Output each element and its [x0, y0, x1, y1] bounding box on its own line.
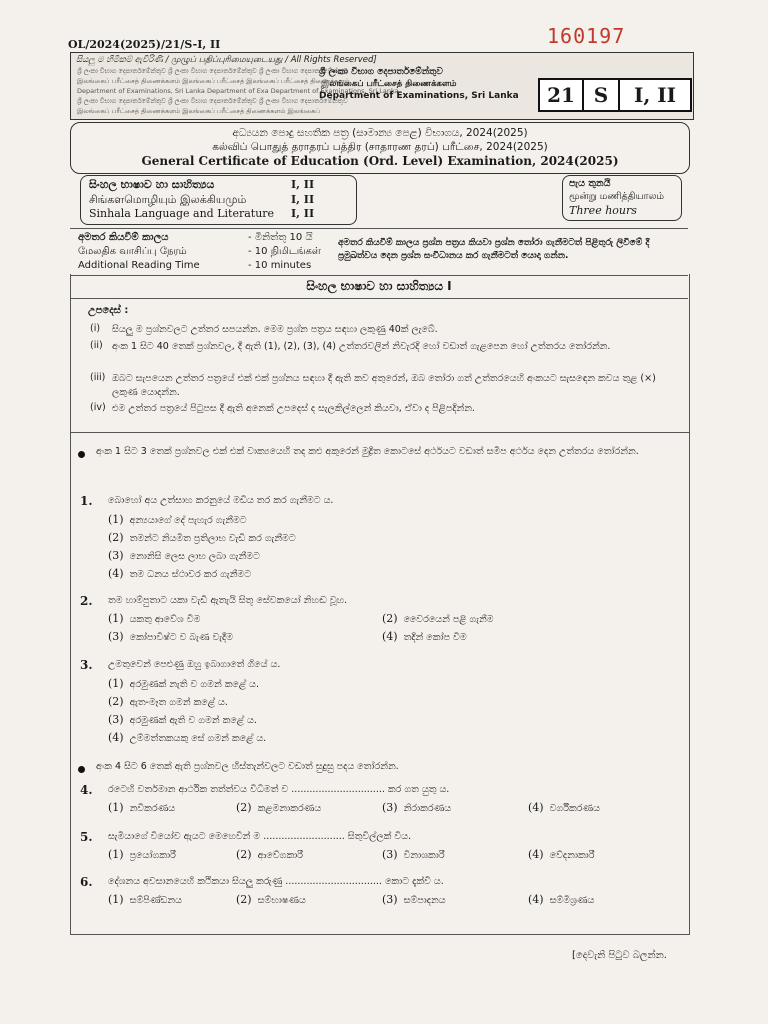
answer-option[interactable] — [108, 513, 247, 526]
instruction-text: එම උත්තර පත්‍රයේ පිටුපස දී ඇති අනෙක් උපදෙස් ද සැලකිල්ලෙන් කියවා, ඒවා ද පිළිපදින්න. — [112, 403, 475, 414]
instruction-item — [90, 372, 656, 398]
answer-option[interactable] — [108, 695, 228, 708]
question-text: රටෙහි වර්තමාන ආර්ථික තත්ත්වය විධිමත් ව ............................... කර ගත යුතු ය. — [108, 784, 450, 795]
answer-option[interactable] — [108, 848, 176, 861]
answer-option[interactable] — [382, 893, 446, 906]
option-text: නොනිසි ලෙස ලාභ ලබා ගැනීමට — [129, 551, 260, 562]
subject-part: I, II — [291, 207, 315, 220]
paper-code-subject: 21 — [540, 80, 584, 110]
option-text: යකතු ආවේශ වීම — [129, 614, 201, 625]
option-text: අරමුණක් ඇති ව ගමන් කළේ ය. — [129, 715, 257, 726]
option-number: (2) — [236, 801, 252, 814]
reading-time-value: - 10 நிமிடங்கள் — [248, 246, 321, 257]
option-number: (4) — [528, 801, 544, 814]
department-name-tamil: இலங்கைப் பரீட்சைத் திணைக்களம் — [321, 79, 457, 89]
instruction-number: (ii) — [90, 340, 103, 351]
answer-option[interactable] — [236, 893, 306, 906]
option-text: වර්ගීකරණය — [549, 803, 600, 814]
duration-sinhala: පැය තුනයි — [569, 178, 611, 189]
option-text: අරමුණක් නැති ව ගමන් කළේ ය. — [129, 679, 260, 690]
next-page-note: [දෙවැනි පිටුව බලන්න. — [572, 950, 667, 961]
instruction-item — [90, 402, 475, 414]
option-number: (4) — [108, 567, 124, 580]
instruction-number: (iv) — [90, 402, 106, 413]
reading-time-note: අමතර කියවීම් කාලය ප්‍රශ්න පත්‍රය කියවා ප්‍රශ්න තෝරා ගැනීමටත් පිළිතුරු ලිවීමේ දී ප්‍රමුඛත්වය දෙන ප්‍රශ්න සංවිධානය කර ගැනීමටත් යොදා ගන්න. — [338, 238, 650, 261]
answer-option[interactable] — [382, 630, 467, 643]
group-instruction: අංක 1 සිට 3 තෙක් ප්‍රශ්නවල එක් එක් වාක්‍යයෙහි තද කළු අකුරෙන් මුද්‍රිත කොටසේ අර්ථයට වඩාත් සමීප අර්ථය දෙන උත්තරය තෝරන්න. — [96, 446, 639, 457]
department-name-sinhala: ශ්‍රී ලංකා විභාග දෙපාර්තමේන්තුව — [319, 67, 443, 77]
subject-part: I, II — [291, 178, 315, 191]
option-number: (4) — [382, 630, 398, 643]
option-text: ආවේගකාරී — [257, 850, 304, 861]
question-number: 2. — [80, 594, 93, 608]
watermark-line: ශ්‍රී ලංකා විභාග දෙපාර්තමේන්තුව ශ්‍රී ලංකා විභාග දෙපාර්තමේන්තුව ශ්‍රී ලංකා විභාග දෙපාර්තමේන්තුව — [77, 97, 348, 105]
answer-option[interactable] — [528, 893, 594, 906]
question-text: සැමියාගේ වියෝව ඇයට මෙහෙවින් ම ........................... සිතුවිල්ලක් විය. — [108, 831, 412, 842]
option-text: තම ධනය ස්ථාවර කර ගැනීමට — [129, 569, 252, 580]
bullet-icon — [78, 766, 85, 773]
option-number: (1) — [108, 893, 124, 906]
bullet-icon — [78, 451, 85, 458]
answer-option[interactable] — [382, 801, 451, 814]
option-number: (3) — [108, 549, 124, 562]
subject-name-english: Sinhala Language and Literature — [89, 207, 275, 220]
option-number: (1) — [108, 677, 124, 690]
question-number: 4. — [80, 783, 93, 797]
option-number: (4) — [528, 893, 544, 906]
answer-option[interactable] — [108, 567, 251, 580]
answer-option[interactable] — [108, 893, 182, 906]
group-instruction: අංක 4 සිට 6 තෙක් ඇති ප්‍රශ්නවල හිස්තැන්වලට වඩාත් සුදුසු පදය තෝරන්න. — [96, 761, 399, 772]
option-number: (3) — [108, 713, 124, 726]
paper-code-box — [538, 78, 692, 112]
option-text: සම්පාදනය — [403, 895, 446, 906]
department-name-english: Department of Examinations, Sri Lanka — [319, 91, 519, 101]
reading-time-label: අමතර කියවීම් කාලය — [78, 232, 169, 243]
answer-option[interactable] — [108, 801, 175, 814]
option-text: සම්පිණ්ඩනය — [129, 895, 182, 906]
reading-time-box — [70, 228, 688, 276]
answer-option[interactable] — [108, 630, 233, 643]
option-text: තදින් කෝප වීම — [403, 632, 467, 643]
option-text: අන්‍යයාගේ දේ පැහැර ගැනීමට — [129, 515, 247, 526]
option-number: (2) — [108, 531, 124, 544]
answer-option[interactable] — [528, 848, 595, 861]
option-number: (2) — [108, 695, 124, 708]
exam-title-box — [70, 122, 690, 174]
option-number: (1) — [108, 848, 124, 861]
answer-option[interactable] — [236, 848, 303, 861]
instruction-number: (i) — [90, 323, 101, 334]
exam-title-sinhala: අධ්‍යයන පොදු සහතික පත්‍ර (සාමාන්‍ය පෙළ) විභාගය, 2024(2025) — [232, 127, 528, 139]
question-text: බොහෝ අය උත්සාහ කරනුයේ මඩිය තර කර ගැනීමට ය. — [108, 495, 334, 506]
option-text: වෛරයෙන් පළි ගැනීම — [403, 614, 494, 625]
instruction-number: (iii) — [90, 372, 106, 383]
answer-option[interactable] — [108, 713, 257, 726]
option-number: (3) — [382, 893, 398, 906]
reading-time-value: - 10 minutes — [248, 260, 312, 271]
option-text: නිරාකරණය — [403, 803, 452, 814]
option-text: උම්මත්තකයකු සේ ගමන් කළේ ය. — [129, 733, 267, 744]
option-text: නවීකරණය — [129, 803, 176, 814]
answer-option[interactable] — [108, 549, 260, 562]
question-number: 1. — [80, 494, 93, 508]
answer-option[interactable] — [382, 848, 445, 861]
answer-option[interactable] — [108, 731, 266, 744]
reading-time-value: - මිනිත්තු 10 යි — [248, 232, 313, 243]
answer-option[interactable] — [108, 612, 200, 625]
option-text: ප්‍රයෝගකාරී — [129, 850, 176, 861]
watermark-line: இலங்கைப் பரீட்சைத் திணைக்களம் இலங்கைப் பரீட்சைத் திணைக்களம் இலங்கைப் — [77, 107, 321, 115]
option-number: (4) — [108, 731, 124, 744]
instruction-text: ඔබට සැපයෙන උත්තර පත්‍රයේ එක් එක් ප්‍රශ්නය සඳහා දී ඇති කව අතුරෙන්, ඔබ තෝරා ගත් උත්තරයෙහි අංකයට සැසඳෙන කවය තුළ (×) ලකුණ යොදන්න. — [112, 373, 656, 398]
question-number: 3. — [80, 658, 93, 672]
paper-code-parts: I, II — [634, 83, 676, 107]
option-text: සම්මිශ්‍රණය — [549, 895, 595, 906]
option-number: (1) — [108, 513, 124, 526]
section-title: සිංහල භාෂාව හා සාහිත්‍යය I — [306, 279, 452, 293]
reading-time-label: Additional Reading Time — [78, 260, 200, 271]
option-text: වේදනාකාරී — [549, 850, 595, 861]
subject-name-tamil: சிங்களமொழியும் இலக்கியமும் — [89, 193, 247, 206]
option-text: තමන්ට නියමිත ප්‍රතිලාභ වැඩි කර ගැනීමට — [129, 533, 296, 544]
answer-option[interactable] — [382, 612, 494, 625]
option-text: සම්භාෂණය — [257, 895, 306, 906]
watermark-line: இலங்கைப் பரீட்சைத் திணைக்களம் இலங்கைப் பரீட்சைத் இலங்கைப் பரீட்சைத் திணைக்களம் — [77, 77, 350, 85]
subject-part: I, II — [291, 193, 315, 206]
question-text: දේශනය අවසානයෙහි කථිකයා සියලු කරුණු ................................ කොට දැක්වී ය. — [108, 876, 444, 887]
question-text: උමතුවෙන් පෙළුණු ඔහු ඉබාගාතේ ගියේ ය. — [108, 659, 281, 670]
option-number: (2) — [236, 848, 252, 861]
option-text: කෝපාවිෂ්ට ව බැණ වැදීම — [129, 632, 234, 643]
option-number: (1) — [108, 612, 124, 625]
option-number: (3) — [382, 848, 398, 861]
option-number: (1) — [108, 801, 124, 814]
subject-name-sinhala: සිංහල භාෂාව හා සාහිත්‍යය — [89, 178, 215, 191]
section-title-box — [70, 274, 688, 299]
duration-tamil: மூன்று மணித்தியாலம் — [569, 191, 665, 202]
rights-reserved-line: සියලු ම හිමිකම් ඇවිරිණි / முழுப் பதிப்புரிமையுடையது / All Rights Reserved] — [76, 55, 377, 65]
question-number: 5. — [80, 830, 93, 844]
instruction-item — [90, 340, 611, 352]
instruction-text: සියලු ම ප්‍රශ්නවලට උත්තර සපයන්න. මෙම ප්‍රශ්න පත්‍රය සඳහා ලකුණු 40ක් ලැබේ. — [112, 324, 438, 335]
answer-option[interactable] — [528, 801, 600, 814]
reading-time-label: மேலதிக வாசிப்பு நேரம் — [78, 246, 187, 257]
answer-option[interactable] — [108, 531, 296, 544]
option-number: (2) — [236, 893, 252, 906]
instruction-text: අංක 1 සිට 40 තෙක් ප්‍රශ්නවල, දී ඇති (1), (2), (3), (4) උත්තරවලින් නිවැරදි හෝ වඩාත් ගැළපෙන හෝ උත්තරය තෝරන්න. — [112, 341, 611, 352]
answer-option[interactable] — [236, 801, 321, 814]
instructions-heading: උපදෙස් : — [88, 305, 129, 316]
duration-english: Three hours — [569, 204, 637, 217]
option-number: (2) — [382, 612, 398, 625]
instruction-item — [90, 323, 438, 335]
option-text: විනාශකාරී — [403, 850, 445, 861]
watermark-line: ශ්‍රී ලංකා විභාග දෙපාර්තමේන්තුව ශ්‍රී ලංකා විභාග දෙපාර්තමේන්තුව ශ්‍රී ලංකා විභාග දෙපාර්තමේන්තුව — [77, 67, 348, 75]
section-divider — [70, 432, 690, 433]
serial-number-stamp: 160197 — [547, 24, 626, 48]
option-number: (3) — [382, 801, 398, 814]
question-text: තම හාම්පුතාට යකා වැඩී ඇතැයි සිතූ සේවකයෝ නිහඬ වූහ. — [108, 595, 348, 606]
option-number: (3) — [108, 630, 124, 643]
option-text: කළමනාකරණය — [257, 803, 322, 814]
option-number: (4) — [528, 848, 544, 861]
question-number: 6. — [80, 875, 93, 889]
paper-code-text: OL/2024(2025)/21/S-I, II — [68, 38, 221, 51]
subject-box — [80, 175, 357, 225]
option-text: ඇත-මෑත ගමන් කළේ ය. — [129, 697, 228, 708]
exam-title-tamil: கல்விப் பொதுத் தராதரப் பத்திர (சாதாரண தரப்) பரீட்சை, 2024(2025) — [212, 141, 548, 153]
watermark-line: Department of Examinations, Sri Lanka Department of Exa Department of Examinations, Sri Lanka — [77, 87, 399, 95]
paper-code-language: S — [584, 80, 620, 110]
exam-title-english: General Certificate of Education (Ord. Level) Examination, 2024(2025) — [141, 154, 619, 168]
answer-option[interactable] — [108, 677, 259, 690]
duration-box — [562, 175, 682, 221]
